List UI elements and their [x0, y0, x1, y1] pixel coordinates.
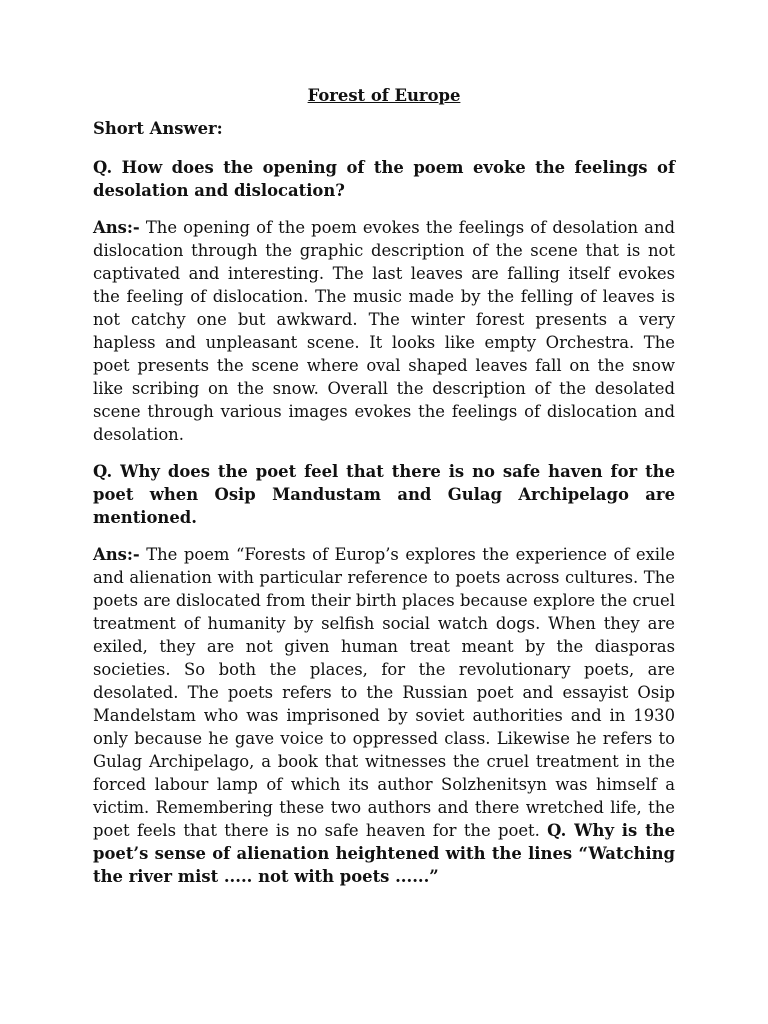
document-title: Forest of Europe — [307, 86, 461, 105]
section-label: Short Answer: — [93, 119, 223, 138]
question-1: Q. How does the opening of the poem evoke the feelings of desolation and dislocation? — [93, 158, 675, 200]
answer-2 — [93, 543, 675, 888]
question-3: Q. Why is the poet’s sense of alienation heightened with the lines “Watching the river mist ..... not with poets ......” — [93, 821, 675, 886]
document-page — [93, 84, 675, 902]
answer-2-label: Ans:- — [93, 545, 140, 564]
answer-1 — [93, 216, 675, 446]
question-2: Q. Why does the poet feel that there is no safe haven for the poet when Osip Mandustam and Gulag Archipelago are mentioned. — [93, 462, 675, 527]
answer-1-label: Ans:- — [93, 218, 140, 237]
answer-2-text: The poem “Forests of Europ’s explores the experience of exile and alienation with particular reference to poets across cultures. The poets are dislocated from their birth places because explore the cruel treatment of humanity by selfish social watch dogs. When they are exiled, they are not given human treat meant by the diasporas societies. So both the places, for the revolutionary poets, are desolated. The poets refers to the Russian poet and essayist Osip Mandelstam who was imprisoned by soviet authorities and in 1930 only because he gave voice to oppressed class. Likewise he refers to Gulag Archipelago, a book that witnesses the cruel treatment in the forced labour lamp of which its author Solzhenitsyn was himself a victim. Remembering these two authors and there wretched life, the poet feels that there is no safe heaven for the poet. — [93, 545, 675, 840]
answer-1-text: The opening of the poem evokes the feelings of desolation and dislocation through the graphic description of the scene that is not captivated and interesting. The last leaves are falling itself evokes the feeling of dislocation. The music made by the felling of leaves is not catchy one but awkward. The winter forest presents a very hapless and unpleasant scene. It looks like empty Orchestra. The poet presents the scene where oval shaped leaves fall on the snow like scribing on the snow. Overall the description of the desolated scene through various images evokes the feelings of dislocation and desolation. — [93, 218, 675, 444]
